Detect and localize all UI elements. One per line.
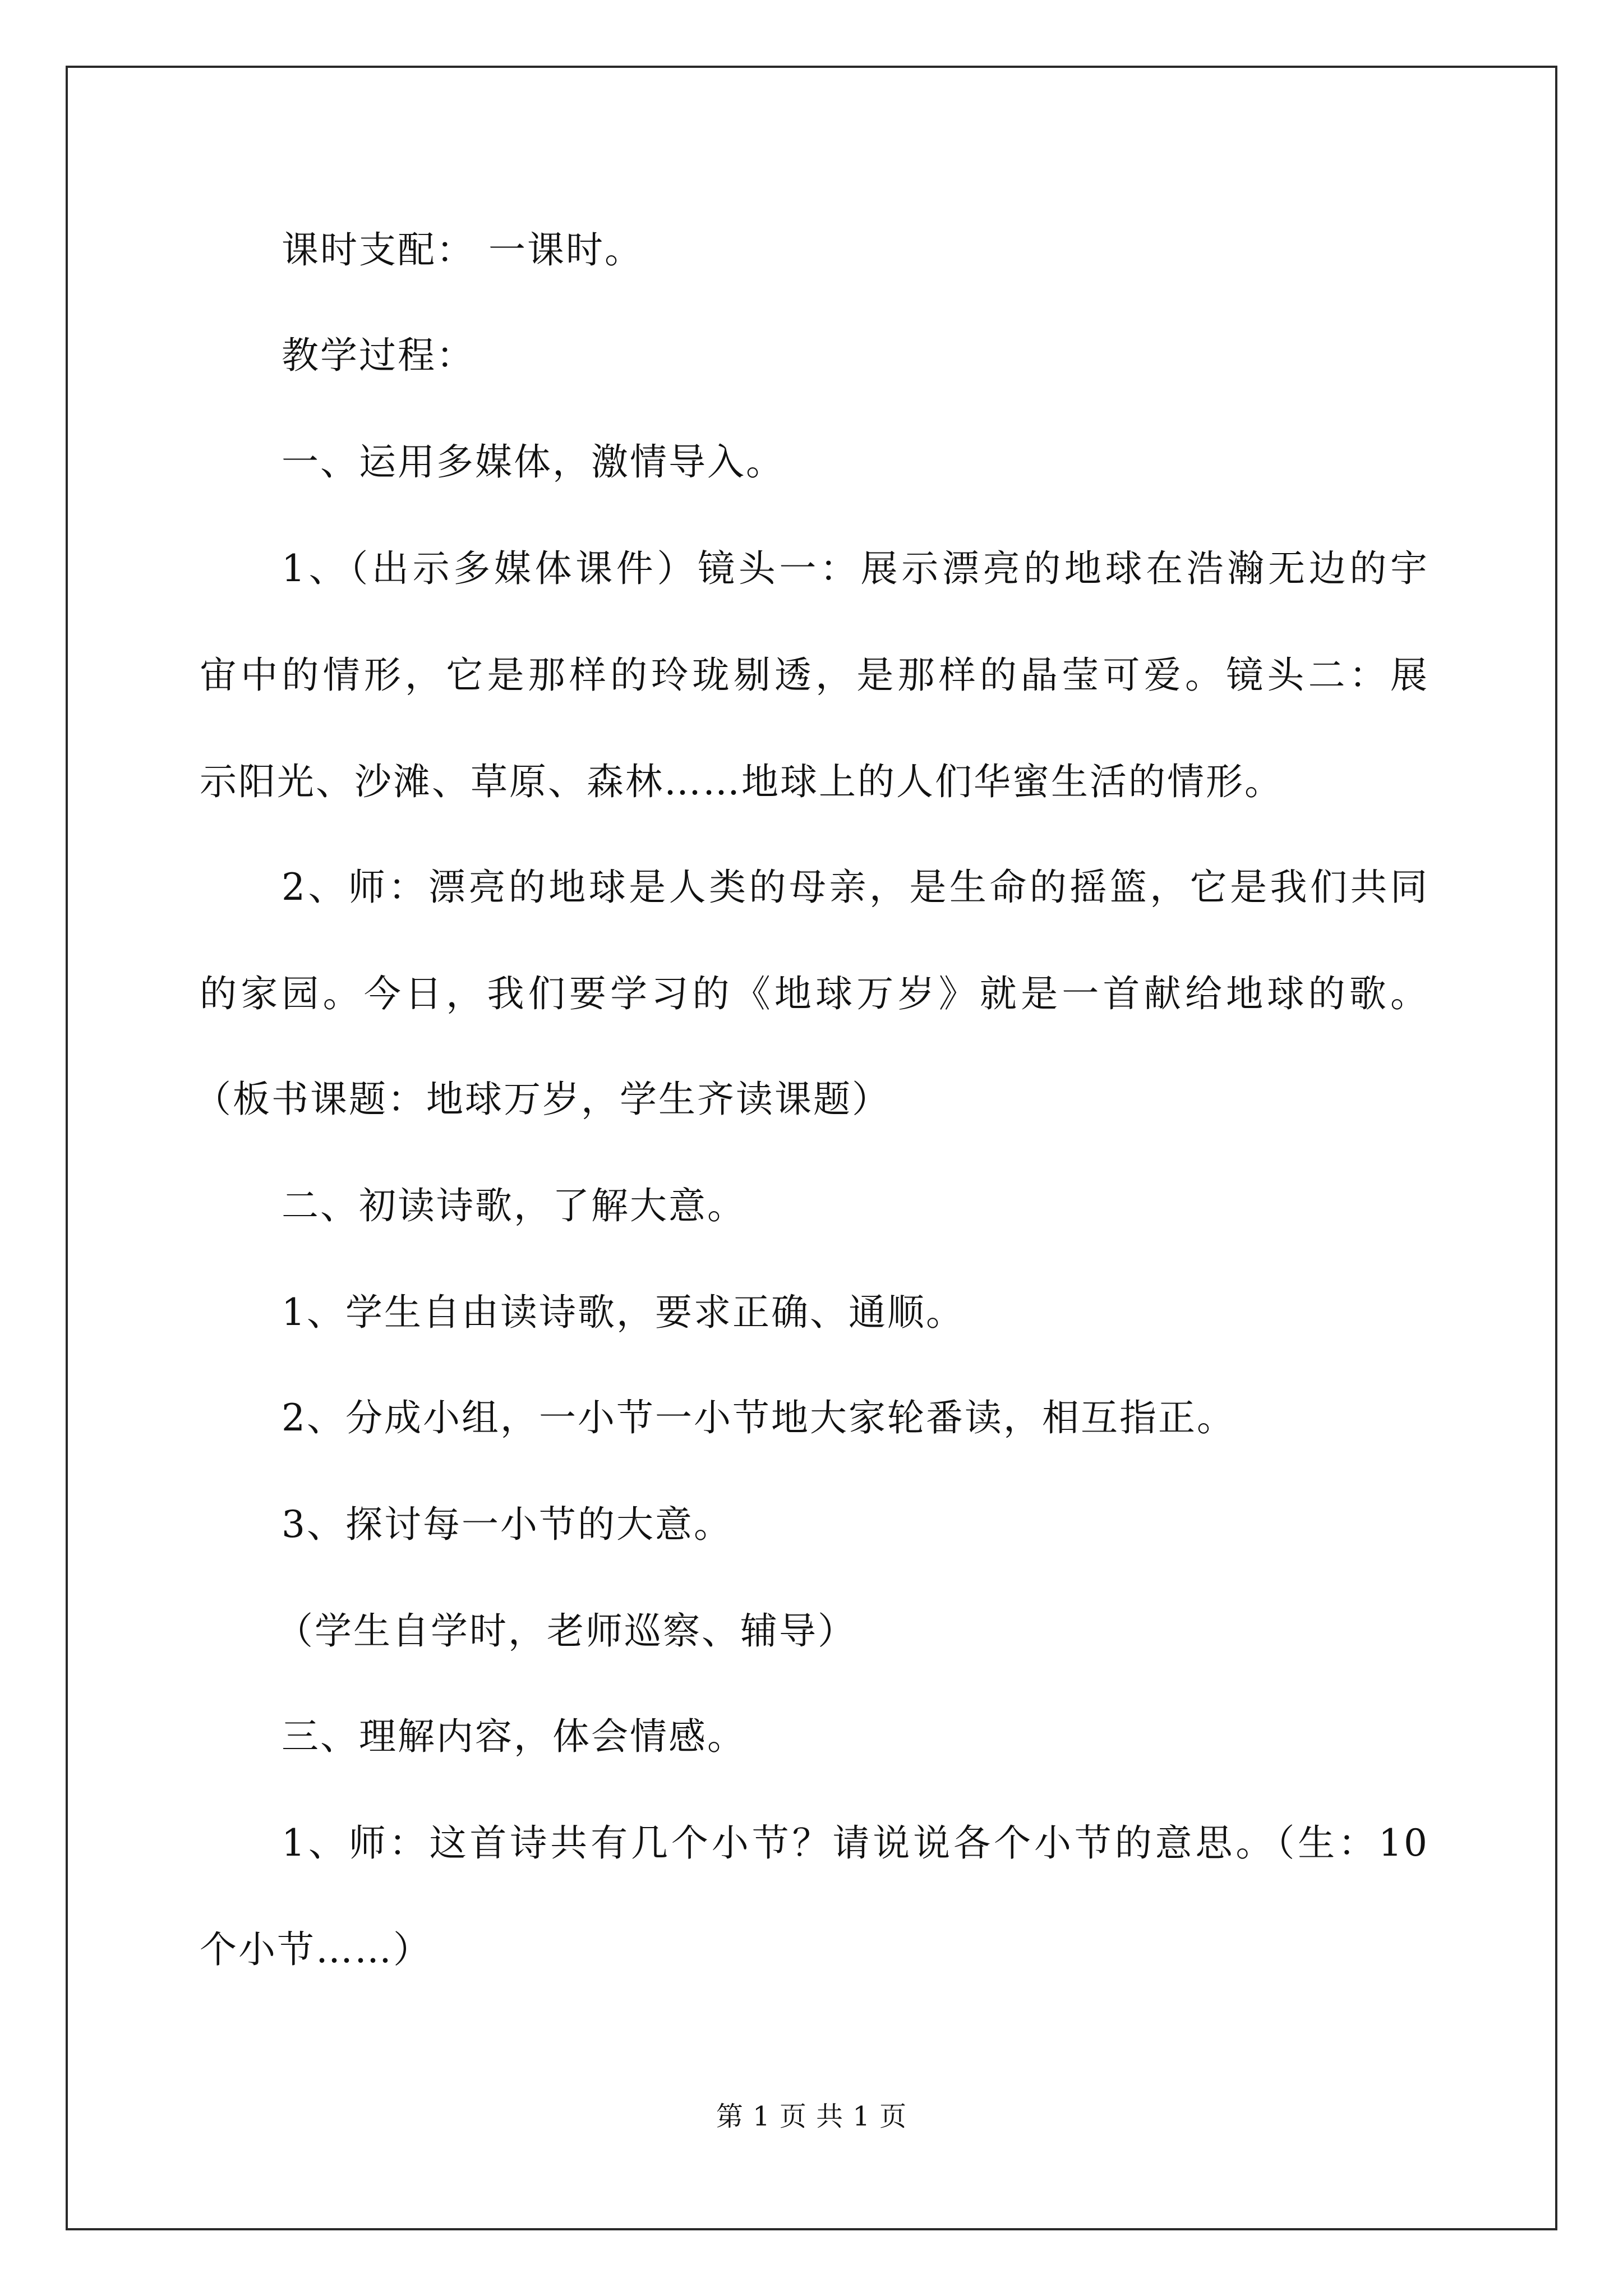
page-number: 第 1 页 共 1 页: [716, 2101, 907, 2132]
document-body: [194, 0, 1429, 2296]
section-two-heading: 二、初读诗歌，了解大意。: [282, 1184, 746, 1227]
section-three-heading: 三、理解内容，体会情感。: [282, 1715, 746, 1758]
lesson-duration: 课时支配： 一课时。: [282, 228, 643, 272]
paragraph-line: 1、（出示多媒体课件）镜头一：展示漂亮的地球在浩瀚无边的宇: [282, 547, 1429, 590]
paragraph-line: 1、师：这首诗共有几个小节？请说说各个小节的意思。（生：10: [282, 1821, 1429, 1865]
paragraph-line: 宙中的情形，它是那样的玲珑剔透，是那样的晶莹可爱。镜头二：展: [200, 654, 1429, 697]
list-item: 2、分成小组，一小节一小节地大家轮番读，相互指正。: [282, 1396, 1235, 1439]
paragraph-line: 个小节……）: [200, 1928, 432, 1971]
paragraph-line: 示阳光、沙滩、草原、森林……地球上的人们华蜜生活的情形。: [200, 760, 1283, 803]
paragraph-line: 的家园。今日，我们要学习的《地球万岁》就是一首献给地球的歌。: [200, 972, 1429, 1015]
section-one-heading: 一、运用多媒体，激情导入。: [282, 440, 785, 484]
paragraph-line: （学生自学时，老师巡察、辅导）: [276, 1609, 856, 1653]
list-item: 1、学生自由读诗歌，要求正确、通顺。: [282, 1291, 965, 1334]
teaching-process-heading: 教学过程：: [282, 334, 475, 377]
paragraph-line: （板书课题：地球万岁，学生齐读课题）: [194, 1078, 891, 1121]
list-item: 3、探讨每一小节的大意。: [282, 1503, 732, 1546]
paragraph-line: 2、师：漂亮的地球是人类的母亲，是生命的摇篮，它是我们共同: [282, 866, 1429, 909]
